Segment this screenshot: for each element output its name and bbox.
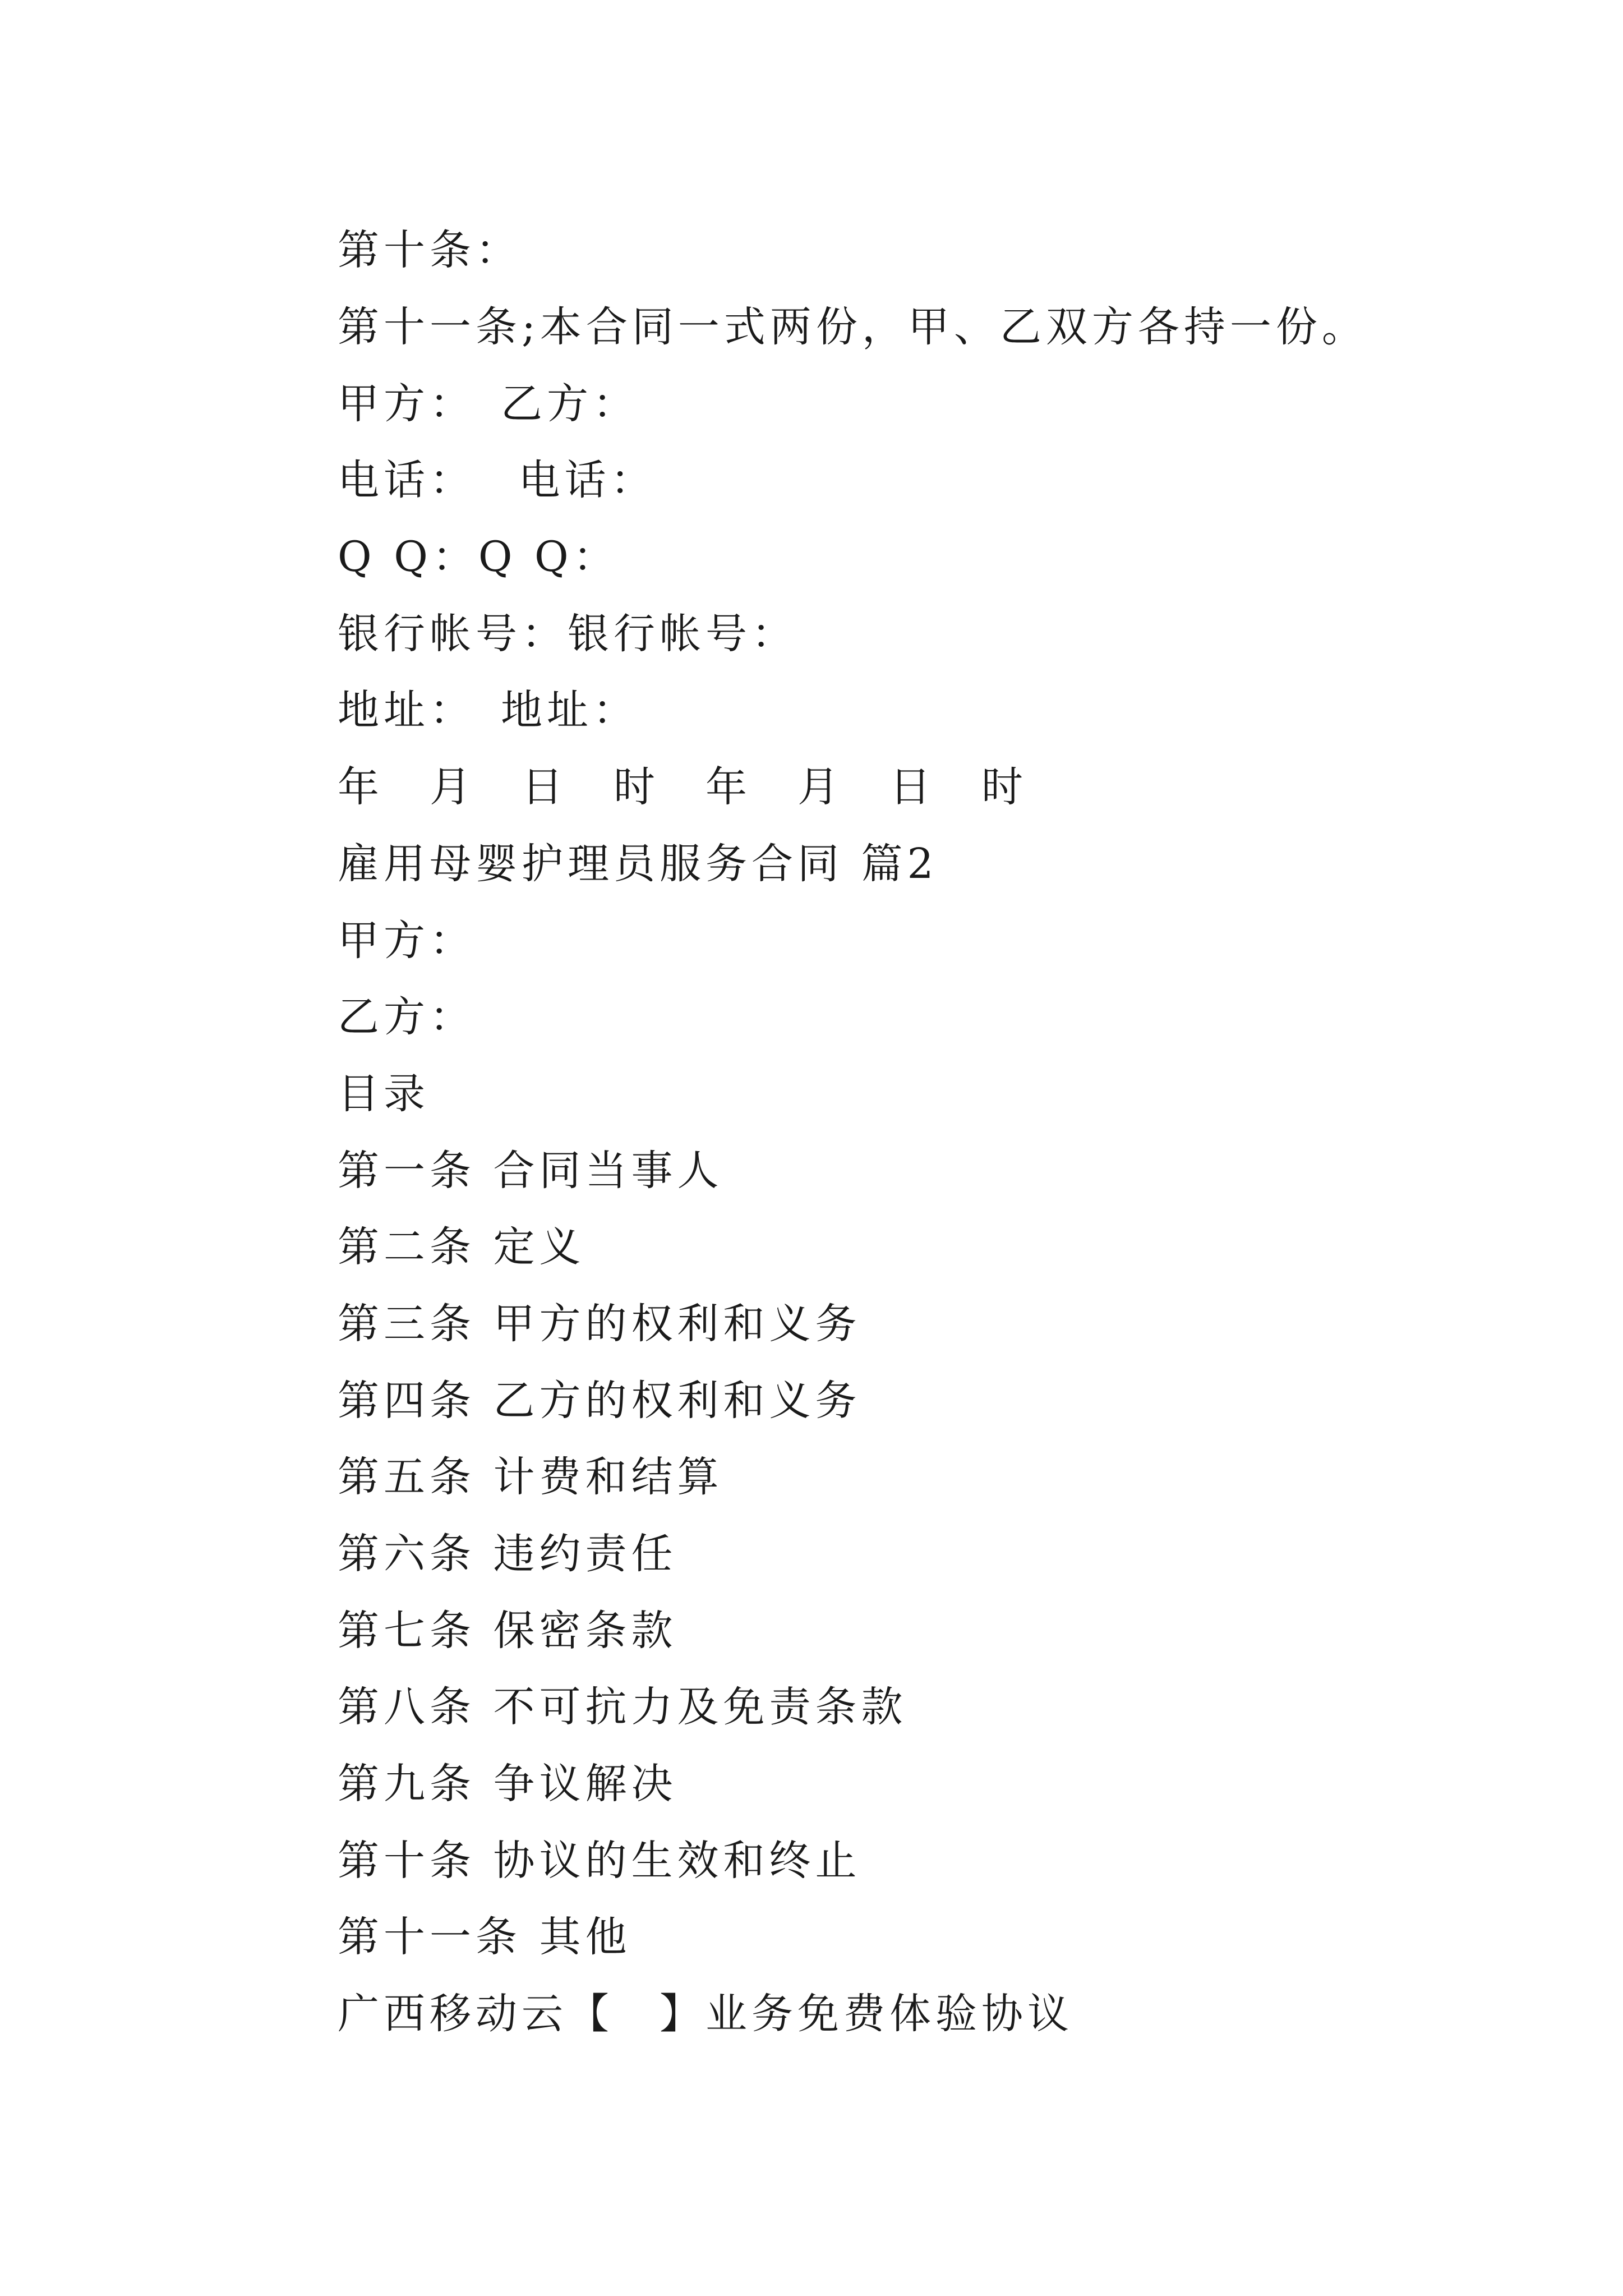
toc-item: 第四条 乙方的权利和义务 [338, 1376, 861, 1425]
toc-item: 第二条 定义 [338, 1223, 585, 1272]
address-signature-line: 地址： 地址： [338, 686, 639, 735]
phone-signature-line: 电话： 电话： [338, 456, 657, 505]
bank-account-signature-line: 银行帐号：银行帐号： [338, 609, 797, 658]
toc-item: 第五条 计费和结算 [338, 1453, 723, 1502]
contract-title: 雇用母婴护理员服务合同 篇2 [338, 839, 938, 888]
table-of-contents-heading: 目录 [338, 1069, 430, 1118]
toc-item: 第六条 违约责任 [338, 1530, 677, 1579]
party-a-line: 甲方： [338, 916, 476, 965]
toc-item: 第一条 合同当事人 [338, 1146, 723, 1195]
qq-signature-line: Q Q：Q Q： [338, 533, 619, 582]
toc-item: 第十一条 其他 [338, 1913, 631, 1962]
article-10-heading: 第十条： [338, 226, 522, 275]
toc-item: 第九条 争议解决 [338, 1760, 677, 1809]
toc-item: 第三条 甲方的权利和义务 [338, 1299, 861, 1348]
document-text [338, 212, 1515, 2053]
article-11-copies-clause: 第十一条;本合同一式两份，甲、乙双方各持一份。 [338, 303, 1368, 352]
toc-item: 第八条 不可抗力及免责条款 [338, 1683, 907, 1732]
agreement-title: 广西移动云【 】业务免费体验协议 [338, 1990, 1073, 2039]
date-signature-line: 年 月 日 时 年 月 日 时 [338, 763, 1027, 812]
party-a-b-signature-line: 甲方： 乙方： [338, 379, 639, 428]
party-b-line: 乙方： [338, 993, 476, 1042]
toc-item: 第七条 保密条款 [338, 1606, 677, 1655]
toc-item: 第十条 协议的生效和终止 [338, 1836, 861, 1885]
